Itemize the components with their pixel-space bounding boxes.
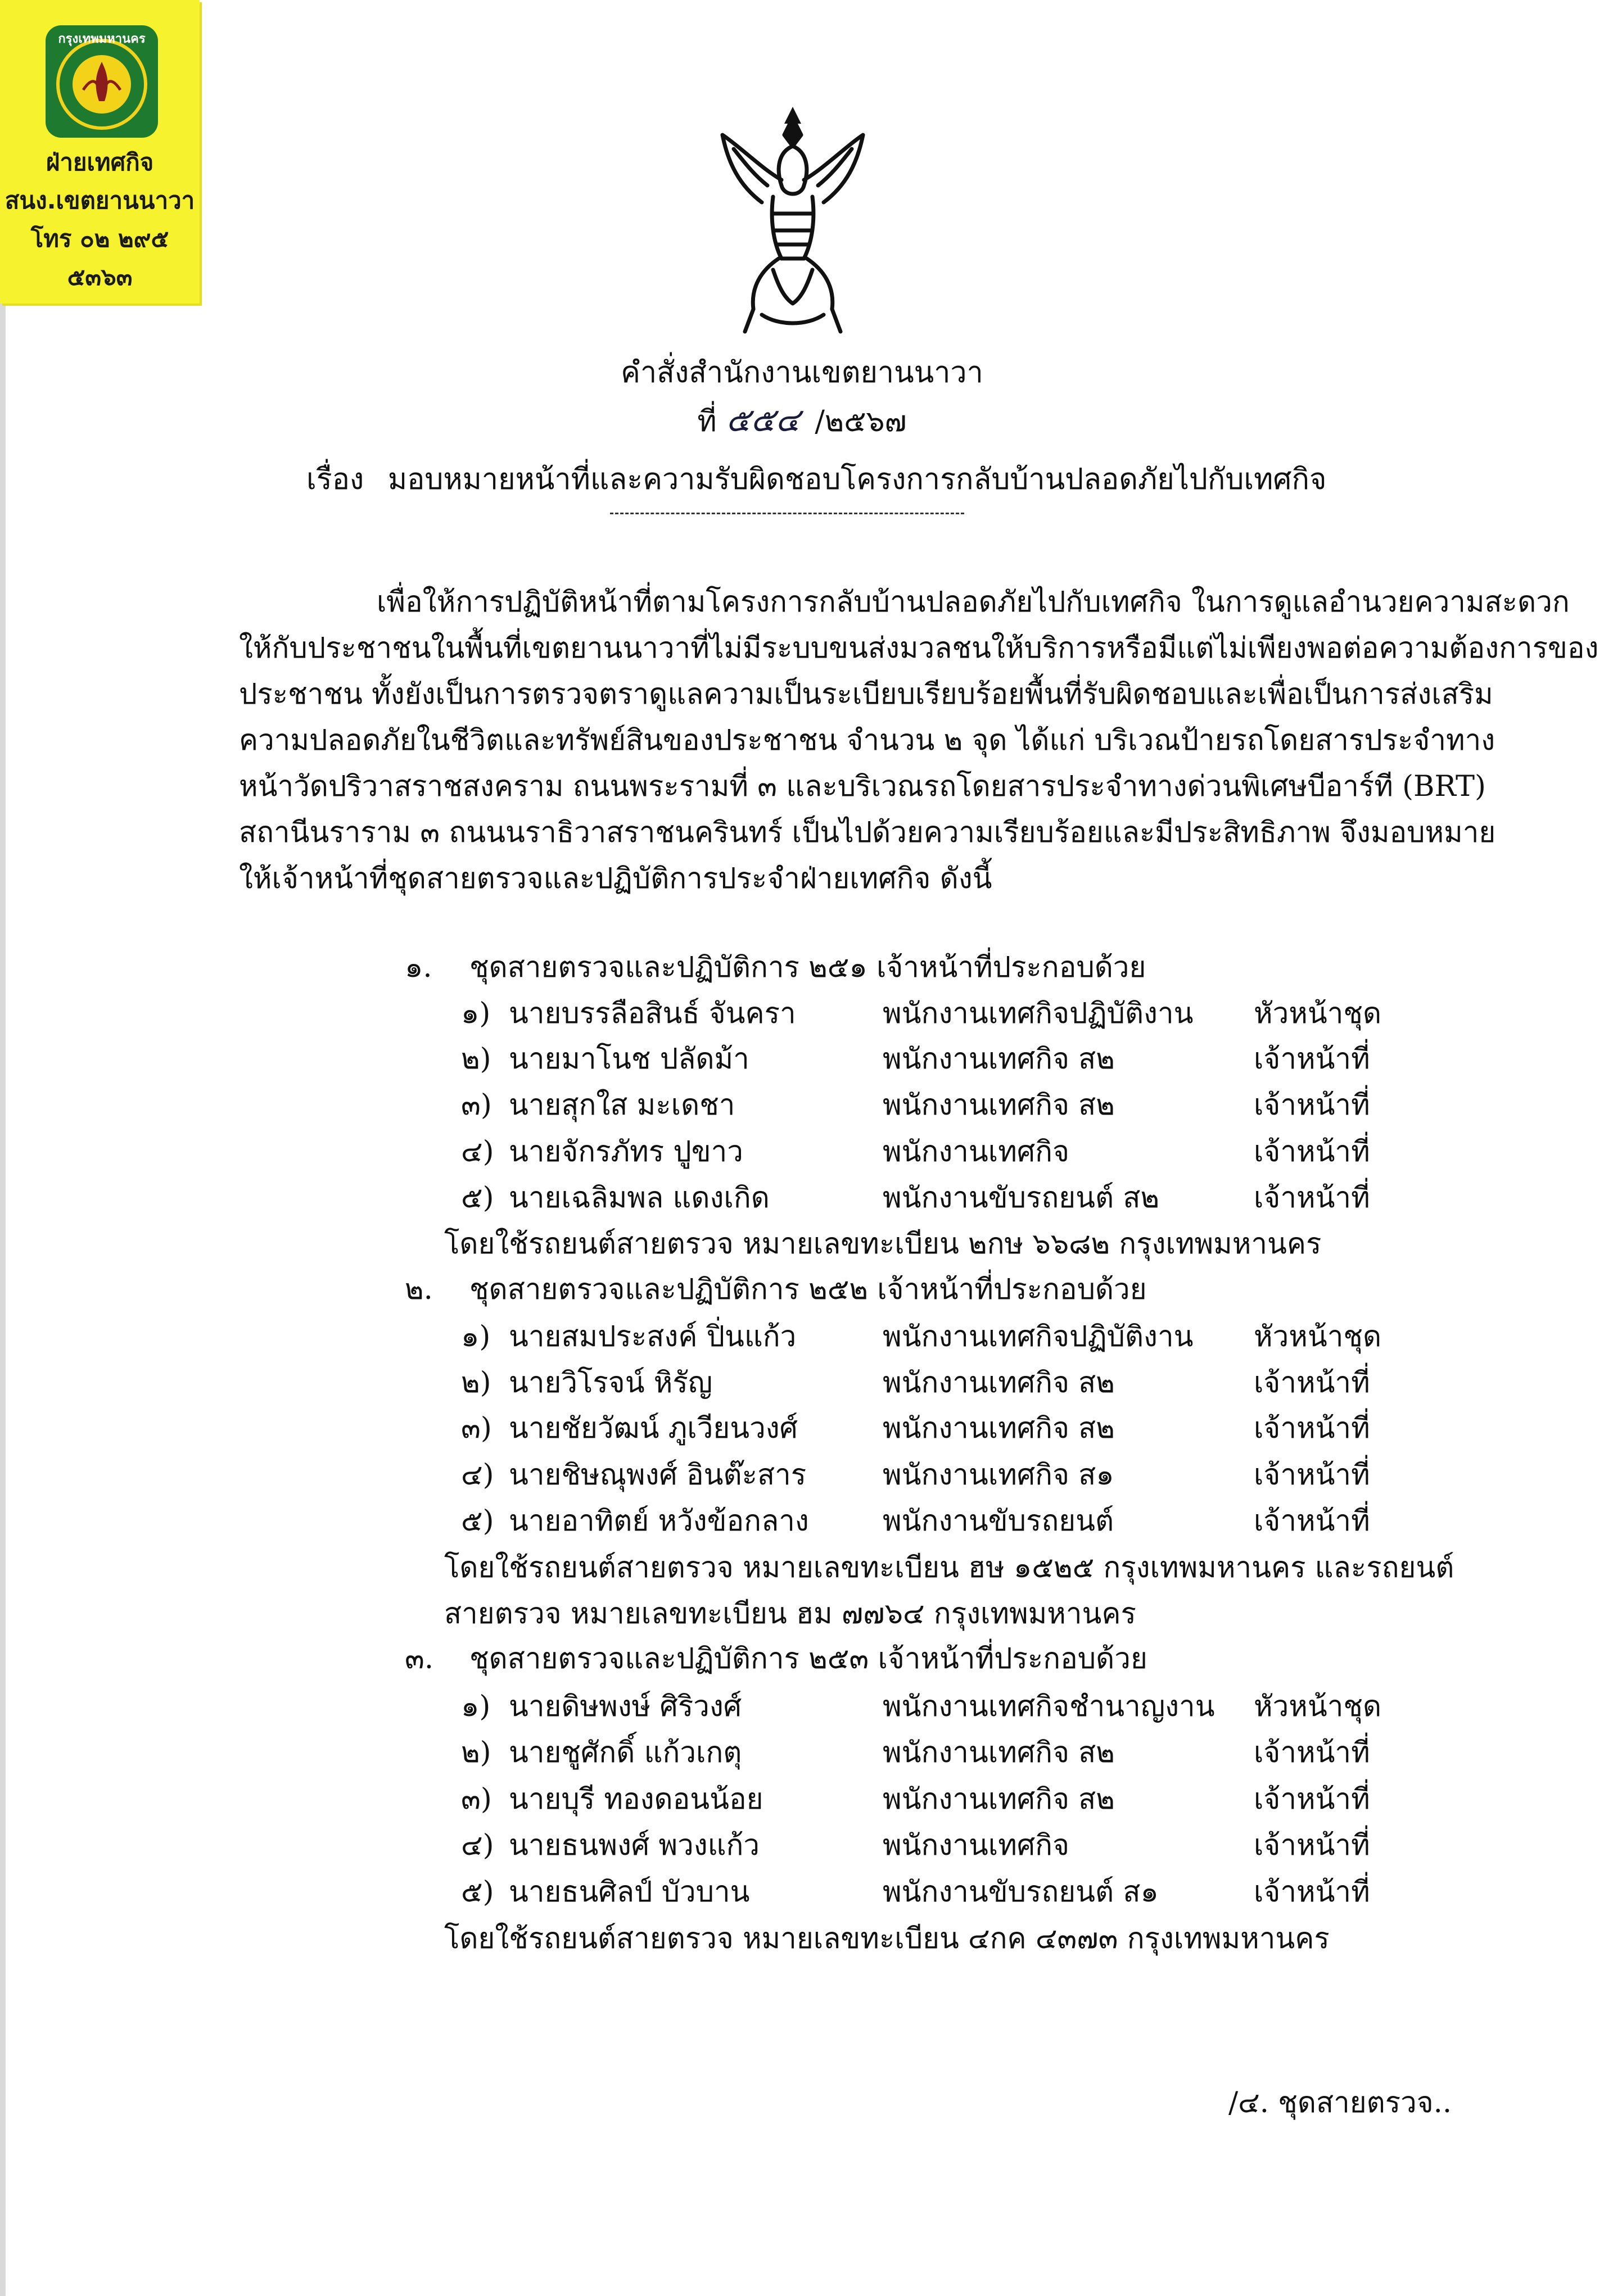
- sticky-note: [0, 0, 200, 304]
- member-name: นายอาทิตย์ หวังข้อกลาง: [509, 1505, 809, 1538]
- member-role: เจ้าหน้าที่: [1254, 1505, 1370, 1538]
- member-number: ๓): [461, 1783, 492, 1816]
- sticky-line-phone: โทร ๐๒ ๒๙๕: [30, 225, 169, 252]
- member-number: ๑): [461, 1320, 491, 1353]
- body-line: ให้เจ้าหน้าที่ชุดสายตรวจและปฏิบัติการประจำฝ่ายเทศกิจ ดังนี้: [239, 862, 992, 895]
- member-name: นายวิโรจน์ หิรัญ: [509, 1366, 713, 1400]
- member-position: พนักงานเทศกิจ ส๒: [883, 1736, 1115, 1769]
- sticky-note-text: [0, 143, 200, 296]
- member-name: นายธนพงศ์ พวงแก้ว: [509, 1829, 760, 1862]
- header-divider: [610, 513, 964, 514]
- member-role: เจ้าหน้าที่: [1254, 1736, 1370, 1769]
- team-title: ชุดสายตรวจและปฏิบัติการ ๒๕๓ เจ้าหน้าที่ประกอบด้วย: [469, 1642, 1147, 1675]
- member-position: พนักงานเทศกิจ ส๒: [883, 1366, 1115, 1400]
- body-line: หน้าวัดปริวาสราชสงคราม ถนนพระรามที่ ๓ และบริเวณรถโดยสารประจำทางด่วนพิเศษบีอาร์ที (BRT): [239, 770, 1486, 803]
- member-position: พนักงานขับรถยนต์ ส๑: [883, 1876, 1159, 1909]
- member-number: ๓): [461, 1089, 492, 1122]
- member-position: พนักงานขับรถยนต์ ส๒: [883, 1181, 1160, 1215]
- body-line: ให้กับประชาชนในพื้นที่เขตยานนาวาที่ไม่มีระบบขนส่งมวลชนให้บริการหรือมีแต่ไม่เพียงพอต่อความต้องการของ: [239, 632, 1599, 665]
- member-position: พนักงานเทศกิจ: [883, 1135, 1069, 1169]
- sticky-line-department: ฝ่ายเทศกิจ: [46, 148, 154, 176]
- member-row: [461, 1869, 1417, 1908]
- member-row: [461, 1036, 1417, 1075]
- member-row: [461, 1452, 1417, 1491]
- member-row: [461, 1175, 1417, 1214]
- subject-text: มอบหมายหน้าที่และความรับผิดชอบโครงการกลับบ้านปลอดภัยไปกับเทศกิจ: [387, 463, 1327, 496]
- continuation-note: /๔. ชุดสายตรวจ..: [1228, 2086, 1452, 2120]
- team-number: ๒.: [405, 1273, 433, 1306]
- member-row: [461, 1498, 1417, 1537]
- member-number: ๒): [461, 1736, 491, 1769]
- member-role: เจ้าหน้าที่: [1254, 1829, 1370, 1862]
- member-row: [461, 1314, 1417, 1353]
- member-role: เจ้าหน้าที่: [1254, 1181, 1370, 1215]
- member-row: [461, 1683, 1417, 1723]
- member-name: นายชูศักดิ์ แก้วเกตุ: [509, 1736, 742, 1769]
- member-row: [461, 1822, 1417, 1862]
- member-role: เจ้าหน้าที่: [1254, 1783, 1370, 1816]
- sticky-line-extension: ๕๓๖๓: [67, 263, 133, 291]
- vehicle-note: สายตรวจ หมายเลขทะเบียน ฮม ๗๗๖๔ กรุงเทพมหานคร: [444, 1597, 1136, 1631]
- member-row: [461, 1360, 1417, 1399]
- member-role: เจ้าหน้าที่: [1254, 1459, 1370, 1492]
- member-row: [461, 1129, 1417, 1168]
- member-number: ๕): [461, 1181, 494, 1215]
- member-role: เจ้าหน้าที่: [1254, 1043, 1370, 1076]
- order-number-prefix: ที่: [697, 405, 717, 438]
- member-position: พนักงานขับรถยนต์: [883, 1505, 1114, 1538]
- garuda-emblem-icon: [700, 101, 885, 348]
- member-name: นายดิษพงษ์ ศิริวงศ์: [509, 1690, 742, 1723]
- member-name: นายชิษณุพงศ์ อินต๊ะสาร: [509, 1459, 807, 1492]
- body-line: ความปลอดภัยในชีวิตและทรัพย์สินของประชาชน จำนวน ๒ จุด ได้แก่ บริเวณป้ายรถโดยสารประจำทาง: [239, 724, 1495, 757]
- member-name: นายสมประสงค์ ปิ่นแก้ว: [509, 1320, 797, 1353]
- member-number: ๕): [461, 1505, 494, 1538]
- member-name: นายเฉลิมพล แดงเกิด: [509, 1181, 770, 1215]
- member-row: [461, 1405, 1417, 1444]
- vehicle-note: โดยใช้รถยนต์สายตรวจ หมายเลขทะเบียน ๒กษ ๖๖๘๒ กรุงเทพมหานคร: [444, 1228, 1322, 1261]
- member-position: พนักงานเทศกิจชำนาญงาน: [883, 1690, 1215, 1723]
- member-name: นายจักรภัทร ปูขาว: [509, 1135, 743, 1169]
- team-heading: [405, 1266, 1147, 1312]
- team-title: ชุดสายตรวจและปฏิบัติการ ๒๕๒ เจ้าหน้าที่ประกอบด้วย: [469, 1273, 1147, 1306]
- team-heading: [405, 944, 1146, 990]
- vehicle-note: โดยใช้รถยนต์สายตรวจ หมายเลขทะเบียน ๔กค ๔๓๗๓ กรุงเทพมหานคร: [444, 1922, 1330, 1955]
- member-position: พนักงานเทศกิจปฏิบัติงาน: [883, 997, 1194, 1030]
- member-role: หัวหน้าชุด: [1254, 1320, 1382, 1353]
- svg-text:กรุงเทพมหานคร: กรุงเทพมหานคร: [58, 32, 146, 46]
- vehicle-note: โดยใช้รถยนต์สายตรวจ หมายเลขทะเบียน ฮษ ๑๕๒๕ กรุงเทพมหานคร และรถยนต์: [444, 1551, 1454, 1584]
- member-name: นายชัยวัฒน์ ภูเวียนวงศ์: [509, 1412, 798, 1445]
- member-position: พนักงานเทศกิจ ส๑: [883, 1459, 1114, 1492]
- order-number: [0, 393, 1604, 446]
- member-role: เจ้าหน้าที่: [1254, 1412, 1370, 1445]
- member-role: หัวหน้าชุด: [1254, 1690, 1382, 1723]
- body-line: เพื่อให้การปฏิบัติหน้าที่ตามโครงการกลับบ้านปลอดภัยไปกับเทศกิจ ในการดูแลอำนวยความสะดวก: [377, 586, 1570, 619]
- member-number: ๔): [461, 1459, 494, 1492]
- order-number-handwritten: ๕๕๔: [726, 401, 800, 439]
- member-position: พนักงานเทศกิจ: [883, 1829, 1069, 1862]
- member-number: ๒): [461, 1043, 491, 1076]
- body-line: สถานีนราราม ๓ ถนนนราธิวาสราชนครินทร์ เป็นไปด้วยความเรียบร้อยและมีประสิทธิภาพ จึงมอบหมาย: [239, 816, 1496, 849]
- member-name: นายบรรลือสินธ์ จันครา: [509, 997, 796, 1030]
- member-position: พนักงานเทศกิจ ส๒: [883, 1412, 1115, 1445]
- member-number: ๔): [461, 1135, 494, 1169]
- member-role: เจ้าหน้าที่: [1254, 1089, 1370, 1122]
- member-number: ๓): [461, 1412, 492, 1445]
- member-position: พนักงานเทศกิจ ส๒: [883, 1089, 1115, 1122]
- member-row: [461, 1082, 1417, 1121]
- member-number: ๑): [461, 997, 491, 1030]
- sticky-line-office: สนง.เขตยานนาวา: [4, 187, 195, 214]
- member-name: นายธนศิลป์ บัวบาน: [509, 1876, 750, 1909]
- member-name: นายบุรี ทองดอนน้อย: [509, 1783, 763, 1816]
- member-role: เจ้าหน้าที่: [1254, 1876, 1370, 1909]
- member-number: ๑): [461, 1690, 491, 1723]
- team-number: ๓.: [405, 1642, 434, 1675]
- team-heading: [405, 1636, 1147, 1681]
- member-position: พนักงานเทศกิจ ส๒: [883, 1043, 1115, 1076]
- order-subject: [306, 455, 1326, 502]
- member-role: เจ้าหน้าที่: [1254, 1135, 1370, 1169]
- team-title: ชุดสายตรวจและปฏิบัติการ ๒๕๑ เจ้าหน้าที่ประกอบด้วย: [469, 951, 1146, 984]
- member-number: ๔): [461, 1829, 494, 1862]
- member-row: [461, 990, 1417, 1030]
- member-role: หัวหน้าชุด: [1254, 997, 1382, 1030]
- member-number: ๕): [461, 1876, 494, 1909]
- body-line: ประชาชน ทั้งยังเป็นการตรวจตราดูแลความเป็นระเบียบเรียบร้อยพื้นที่รับผิดชอบและเพื่อเป็นการส่งเสริม: [239, 678, 1493, 711]
- member-role: เจ้าหน้าที่: [1254, 1366, 1370, 1400]
- member-position: พนักงานเทศกิจ ส๒: [883, 1783, 1115, 1816]
- member-number: ๒): [461, 1366, 491, 1400]
- member-position: พนักงานเทศกิจปฏิบัติงาน: [883, 1320, 1194, 1353]
- member-name: นายสุกใส มะเดชา: [509, 1089, 735, 1122]
- order-title: คำสั่งสำนักงานเขตยานนาวา: [621, 356, 983, 390]
- bangkok-seal-logo: [43, 22, 161, 141]
- body-paragraph: [239, 579, 1599, 902]
- order-number-year: /๒๕๖๗: [815, 405, 907, 438]
- member-name: นายมาโนช ปลัดม้า: [509, 1043, 749, 1076]
- member-row: [461, 1776, 1417, 1815]
- member-row: [461, 1729, 1417, 1769]
- team-number: ๑.: [405, 951, 432, 984]
- subject-label: เรื่อง: [306, 463, 364, 496]
